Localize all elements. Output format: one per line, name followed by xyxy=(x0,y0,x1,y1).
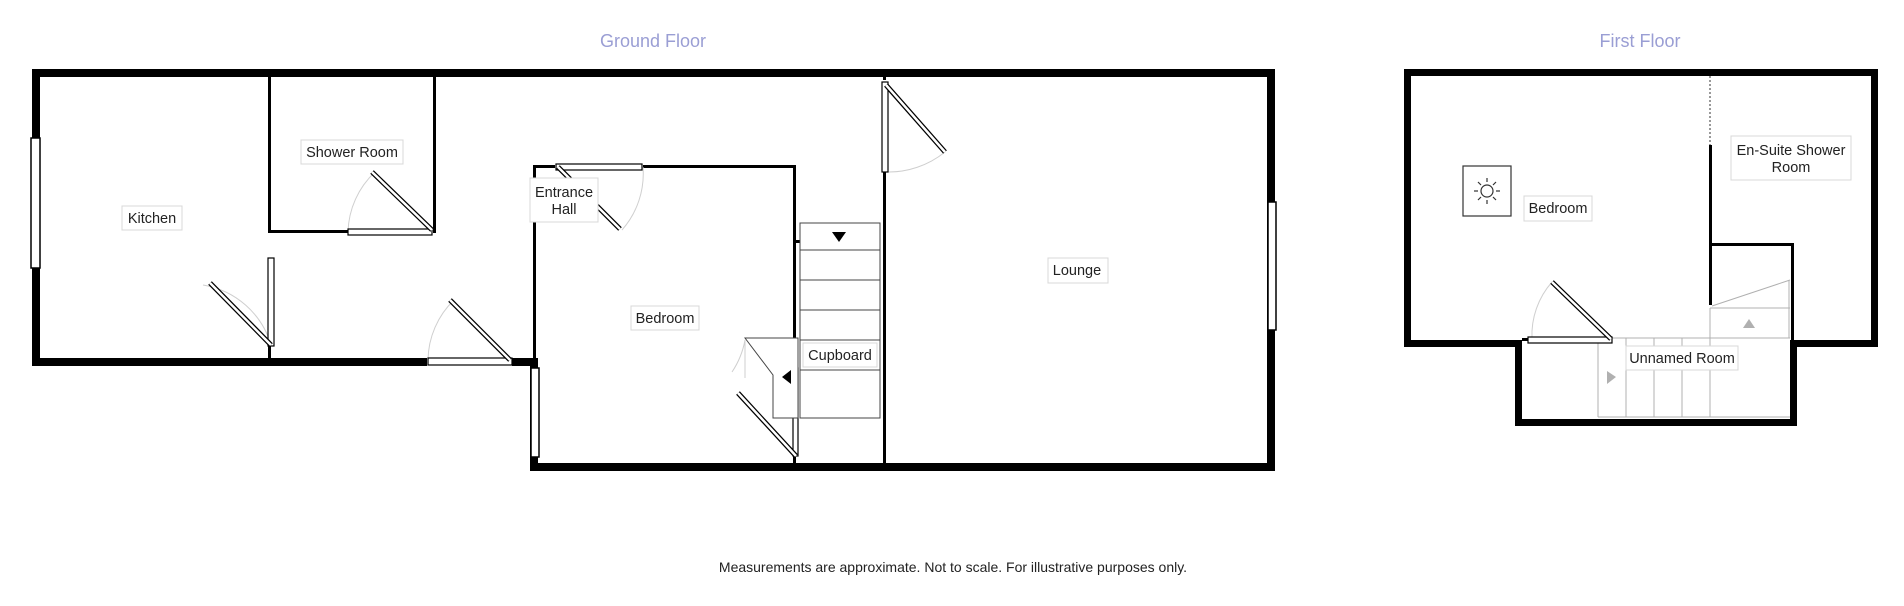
stair-arrow-up-icon xyxy=(1743,319,1755,328)
kitchen-door xyxy=(203,258,274,346)
room-label-entrance-hall-line1: Entrance xyxy=(534,185,594,201)
light-fitting-icon xyxy=(1463,166,1511,216)
first-bedroom-door xyxy=(1528,282,1612,343)
first-outer-walls xyxy=(1404,69,1878,426)
ground-stairs xyxy=(745,223,880,418)
room-label-kitchen: Kitchen xyxy=(127,211,177,227)
room-label-en-suite-line1: En-Suite Shower xyxy=(1736,143,1846,159)
room-label-en-suite-line2: Room xyxy=(1771,160,1811,176)
ground-floor-title: Ground Floor xyxy=(599,31,707,51)
kitchen-window xyxy=(31,138,40,268)
room-label-cupboard: Cupboard xyxy=(808,348,872,364)
first-room-labels xyxy=(1524,136,1851,370)
first-floor xyxy=(1404,31,1878,426)
stair-arrow-right-icon xyxy=(1607,371,1616,384)
room-label-unnamed-room: Unnamed Room xyxy=(1629,351,1735,367)
lounge-door xyxy=(882,82,945,172)
first-floor-title: First Floor xyxy=(1599,31,1681,51)
shower-room-door xyxy=(348,172,432,235)
room-label-first-bedroom: Bedroom xyxy=(1528,201,1588,217)
ground-floor xyxy=(31,31,1276,471)
room-label-lounge: Lounge xyxy=(1052,263,1102,279)
room-label-bedroom: Bedroom xyxy=(635,311,695,327)
front-door xyxy=(428,300,512,365)
ground-windows xyxy=(31,138,1276,457)
bedroom-window xyxy=(531,368,539,457)
room-label-shower-room: Shower Room xyxy=(306,145,398,161)
lounge-window xyxy=(1268,202,1276,330)
disclaimer-footnote: Measurements are approximate. Not to scale. For illustrative purposes only. xyxy=(718,559,1188,575)
room-label-entrance-hall-line2: Hall xyxy=(551,202,577,218)
